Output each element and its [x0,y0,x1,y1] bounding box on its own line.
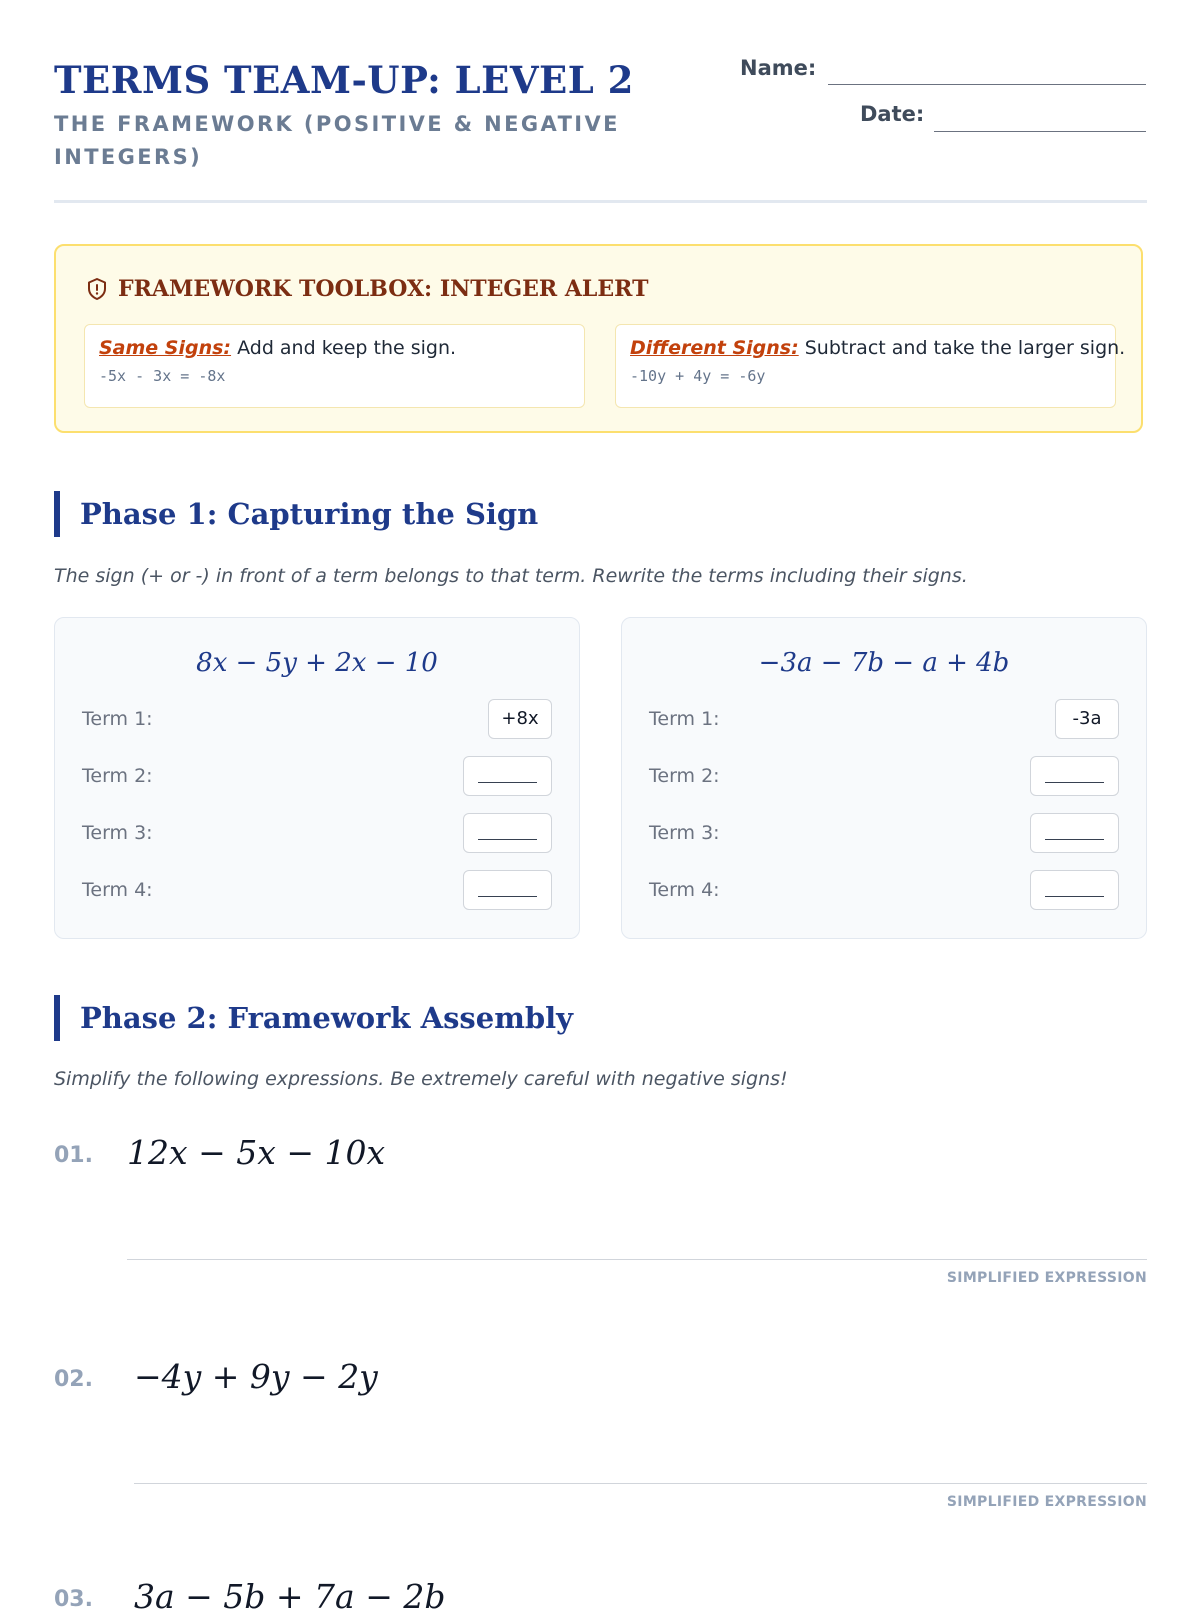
framework-toolbox [54,244,1143,433]
rule-text: Add and keep the sign. [237,337,457,359]
rule-key: Same Signs: [99,337,232,359]
term-row [649,813,1119,855]
answer-line[interactable] [134,1483,1147,1484]
phase2-title: Phase 2: Framework Assembly [80,1001,574,1035]
phase-accent-bar [54,995,60,1041]
card-expression: −3a − 7b − a + 4b [758,648,1010,678]
term-label: Term 4: [82,879,153,901]
phase2-instructions: Simplify the following expressions. Be extremely careful with negative signs! [54,1068,788,1090]
term-card-1 [54,617,580,939]
answer-caption: SIMPLIFIED EXPRESSION [946,1494,1147,1510]
term-label: Term 1: [82,708,153,730]
term-row [82,813,552,855]
term-label: Term 4: [649,879,720,901]
term-row [82,756,552,798]
phase1-instructions: The sign (+ or -) in front of a term belongs to that term. Rewrite the terms including their signs. [54,565,968,587]
rule-text: Subtract and take the larger sign. [804,337,1126,359]
term-label: Term 1: [649,708,720,730]
term-row [649,870,1119,912]
rule-key: Different Signs: [630,337,799,359]
toolbox-title [86,276,648,302]
term-row [82,870,552,912]
term-answer-box[interactable]: -3a [1055,699,1119,739]
name-label: Name: [740,56,817,80]
toolbox-title-text: FRAMEWORK TOOLBOX: INTEGER ALERT [118,276,649,302]
term-answer-box[interactable] [463,870,552,910]
card-expression: 8x − 5y + 2x − 10 [196,648,438,678]
problem-number: 01. [54,1143,93,1168]
term-row [649,699,1119,741]
term-answer-box[interactable] [1030,813,1119,853]
term-label: Term 3: [82,822,153,844]
term-answer-box[interactable]: +8x [488,699,552,739]
term-card-2 [621,617,1147,939]
header-divider [54,200,1147,203]
term-answer-box[interactable] [1030,756,1119,796]
problem-number: 03. [54,1587,93,1612]
term-label: Term 2: [82,765,153,787]
rule-card-same-signs [84,324,585,408]
date-field[interactable] [934,131,1146,132]
term-label: Term 3: [649,822,720,844]
term-answer-box[interactable] [463,756,552,796]
rule-card-different-signs [615,324,1126,408]
worksheet-title: TERMS TEAM-UP: LEVEL 2 [54,58,634,102]
phase-accent-bar [54,491,60,537]
answer-line[interactable] [127,1259,1147,1260]
problem-expression: −4y + 9y − 2y [134,1357,378,1396]
term-answer-box[interactable] [1030,870,1119,910]
phase1-title: Phase 1: Capturing the Sign [80,497,539,531]
term-label: Term 2: [649,765,720,787]
shield-alert-icon [86,277,108,301]
rule-example: -10y + 4y = -6y [630,367,766,385]
problem-number: 02. [54,1367,93,1392]
phase2-heading [54,995,573,1041]
phase1-heading [54,491,538,537]
date-label: Date: [860,102,925,126]
problem-expression: 12x − 5x − 10x [127,1133,386,1172]
worksheet-subtitle: THE FRAMEWORK (POSITIVE & NEGATIVE INTEGERS) [54,112,620,169]
name-field[interactable] [828,84,1146,85]
term-answer-box[interactable] [463,813,552,853]
term-row [82,699,552,741]
rule-example: -5x - 3x = -8x [99,367,226,385]
problem-expression: 3a − 5b + 7a − 2b [134,1577,446,1616]
answer-caption: SIMPLIFIED EXPRESSION [946,1270,1147,1286]
term-row [649,756,1119,798]
